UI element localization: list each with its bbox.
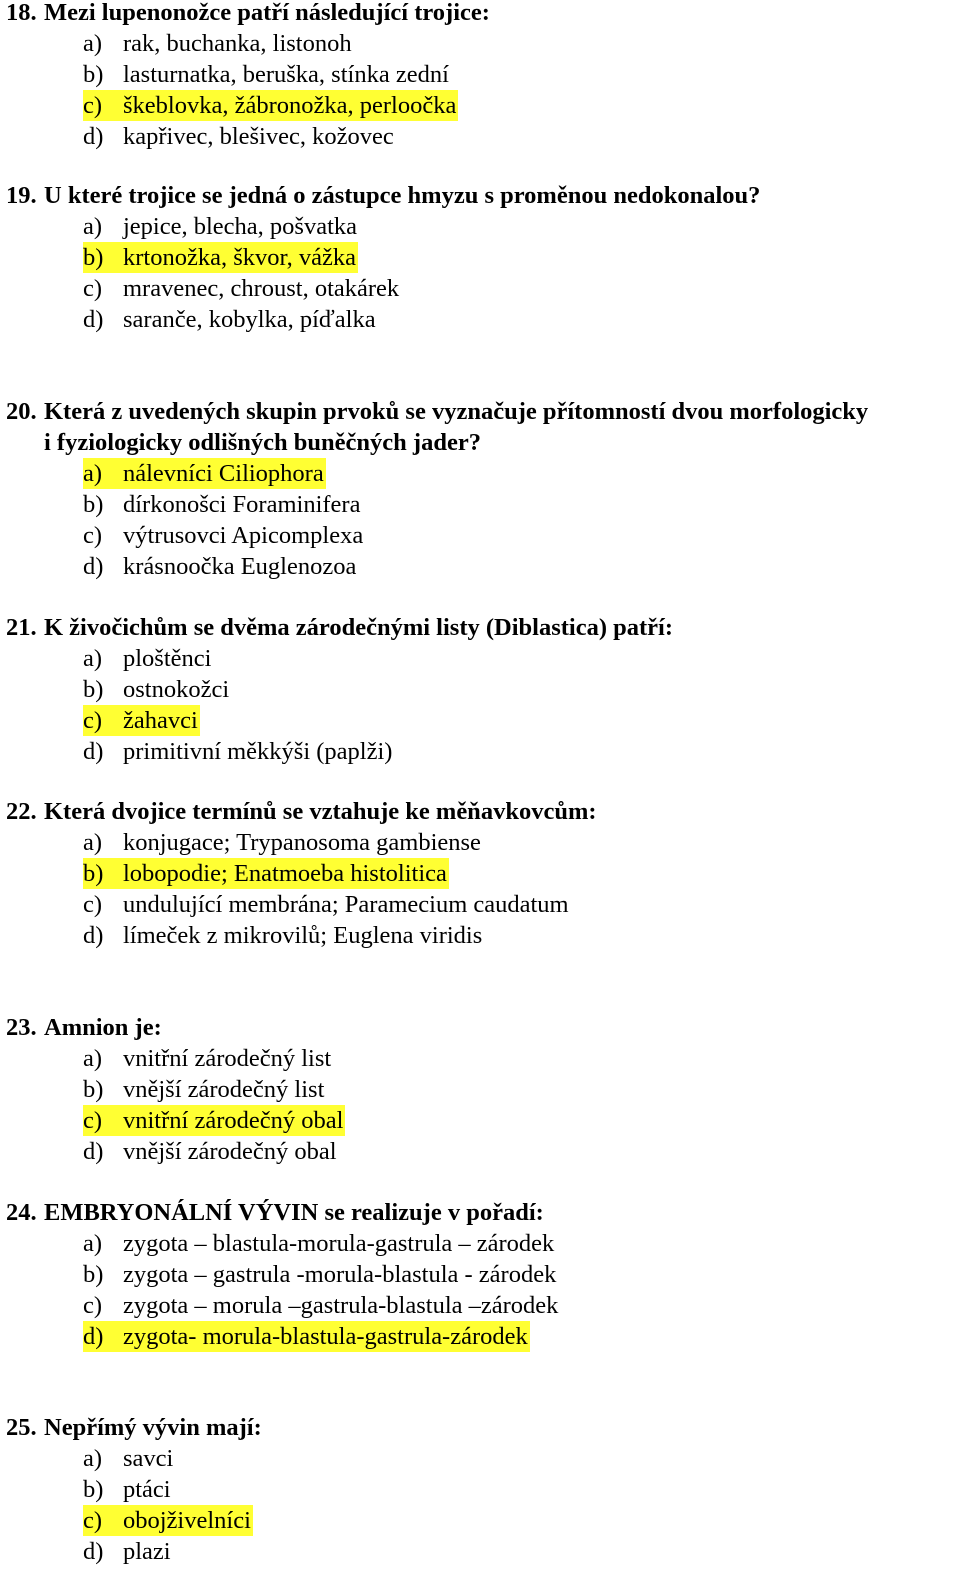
options-list — [0, 1043, 960, 1167]
option-letter: d) — [83, 738, 104, 765]
option-text: konjugace; Trypanosoma gambiense — [123, 829, 481, 856]
option-letter: b) — [83, 860, 104, 887]
question-text: Která z uvedených skupin prvoků se vyznačuje přítomností dvou morfologicky — [44, 398, 869, 425]
option-b[interactable] — [83, 59, 960, 90]
question-number: 24. — [6, 1199, 37, 1226]
question-23 — [0, 1012, 960, 1167]
option-c[interactable] — [83, 1290, 960, 1321]
option-letter: d) — [83, 1138, 104, 1165]
option-a[interactable] — [83, 1043, 960, 1074]
option-letter: c) — [83, 1107, 103, 1134]
option-text: obojživelníci — [123, 1507, 251, 1534]
question-number: 19. — [6, 182, 37, 209]
options-list — [0, 458, 960, 582]
question-18 — [0, 0, 960, 152]
question-21 — [0, 612, 960, 767]
options-list — [0, 28, 960, 152]
option-a[interactable] — [83, 643, 960, 674]
option-letter: c) — [83, 92, 103, 119]
option-text: krásnoočka Euglenozoa — [123, 553, 357, 580]
option-c[interactable] — [83, 273, 960, 304]
option-d[interactable] — [83, 920, 960, 951]
option-text: zygota – morula –gastrula-blastula –zárodek — [123, 1292, 559, 1319]
option-text: dírkonošci Foraminifera — [123, 491, 361, 518]
option-text: krtonožka, škvor, vážka — [123, 244, 357, 271]
options-list — [0, 1228, 960, 1352]
option-text: primitivní měkkýši (paplži) — [123, 738, 393, 765]
option-text: mravenec, chroust, otakárek — [123, 275, 400, 302]
question-title — [0, 1012, 960, 1043]
question-text: Mezi lupenonožce patří následující trojice: — [44, 0, 490, 26]
option-d[interactable] — [83, 1321, 960, 1352]
options-list — [0, 827, 960, 951]
option-text: nálevníci Ciliophora — [123, 460, 324, 487]
option-letter: a) — [83, 1045, 103, 1072]
question-title — [0, 1412, 960, 1443]
question-title — [0, 796, 960, 827]
question-number: 18. — [6, 0, 37, 26]
question-22 — [0, 796, 960, 951]
option-text: výtrusovci Apicomplexa — [123, 522, 364, 549]
option-c[interactable] — [83, 889, 960, 920]
option-letter: c) — [83, 522, 103, 549]
option-letter: b) — [83, 1261, 104, 1288]
option-text: ostnokožci — [123, 676, 230, 703]
option-text: lasturnatka, beruška, stínka zední — [123, 61, 449, 88]
option-text: límeček z mikrovilů; Euglena viridis — [123, 922, 483, 949]
option-letter: b) — [83, 491, 104, 518]
option-letter: a) — [83, 213, 103, 240]
option-d[interactable] — [83, 1536, 960, 1567]
option-letter: d) — [83, 123, 104, 150]
option-letter: b) — [83, 1476, 104, 1503]
option-letter: a) — [83, 460, 103, 487]
option-d[interactable] — [83, 1136, 960, 1167]
option-b[interactable] — [83, 1074, 960, 1105]
option-text: lobopodie; Enatmoeba histolitica — [123, 860, 447, 887]
question-text-line2: i fyziologicky odlišných buněčných jader? — [44, 429, 481, 456]
options-list — [0, 643, 960, 767]
option-b[interactable] — [83, 1259, 960, 1290]
question-title — [0, 0, 960, 28]
option-letter: a) — [83, 1445, 103, 1472]
option-text: zygota – blastula-morula-gastrula – zárodek — [123, 1230, 555, 1257]
option-text: rak, buchanka, listonoh — [123, 30, 352, 57]
option-text: vnitřní zárodečný obal — [123, 1107, 344, 1134]
option-text: ptáci — [123, 1476, 171, 1503]
question-number: 20. — [6, 398, 37, 425]
question-text: U které trojice se jedná o zástupce hmyzu s proměnou nedokonalou? — [44, 182, 761, 209]
option-a[interactable] — [83, 827, 960, 858]
option-text: kapřivec, blešivec, kožovec — [123, 123, 394, 150]
option-c[interactable] — [83, 1505, 960, 1536]
option-a[interactable] — [83, 1228, 960, 1259]
option-text: vnitřní zárodečný list — [123, 1045, 332, 1072]
option-text: škeblovka, žábronožka, perloočka — [123, 92, 457, 119]
option-letter: c) — [83, 1292, 103, 1319]
option-b[interactable] — [83, 674, 960, 705]
option-d[interactable] — [83, 551, 960, 582]
question-text: K živočichům se dvěma zárodečnými listy (Diblastica) patří: — [44, 614, 673, 641]
option-text: savci — [123, 1445, 174, 1472]
option-b[interactable] — [83, 489, 960, 520]
option-letter: d) — [83, 306, 104, 333]
option-text: undulující membrána; Paramecium caudatum — [123, 891, 569, 918]
question-text: Nepřímý vývin mají: — [44, 1414, 262, 1441]
question-number: 25. — [6, 1414, 37, 1441]
question-24 — [0, 1197, 960, 1352]
option-text: zygota – gastrula -morula-blastula - zárodek — [123, 1261, 557, 1288]
question-title — [0, 180, 960, 211]
option-letter: c) — [83, 275, 103, 302]
option-text: ploštěnci — [123, 645, 212, 672]
option-letter: a) — [83, 829, 103, 856]
option-letter: a) — [83, 1230, 103, 1257]
option-text: jepice, blecha, pošvatka — [123, 213, 358, 240]
question-number: 21. — [6, 614, 37, 641]
option-letter: d) — [83, 553, 104, 580]
option-letter: d) — [83, 1323, 104, 1350]
question-title — [0, 396, 960, 458]
option-b[interactable] — [83, 242, 960, 273]
option-letter: a) — [83, 30, 103, 57]
option-d[interactable] — [83, 736, 960, 767]
option-b[interactable] — [83, 858, 960, 889]
option-letter: b) — [83, 1076, 104, 1103]
option-text: vnější zárodečný obal — [123, 1138, 337, 1165]
options-list — [0, 211, 960, 335]
option-text: vnější zárodečný list — [123, 1076, 325, 1103]
option-letter: b) — [83, 61, 104, 88]
option-d[interactable] — [83, 121, 960, 152]
option-text: žahavci — [123, 707, 198, 734]
question-text: Amnion je: — [44, 1014, 162, 1041]
option-a[interactable] — [83, 28, 960, 59]
question-title — [0, 1197, 960, 1228]
option-c[interactable] — [83, 1105, 960, 1136]
option-letter: b) — [83, 244, 104, 271]
option-letter: a) — [83, 645, 103, 672]
question-25 — [0, 1412, 960, 1567]
option-d[interactable] — [83, 304, 960, 335]
option-letter: d) — [83, 922, 104, 949]
option-letter: b) — [83, 676, 104, 703]
option-letter: d) — [83, 1538, 104, 1565]
question-text: Která dvojice termínů se vztahuje ke měňavkovcům: — [44, 798, 597, 825]
option-letter: c) — [83, 707, 103, 734]
question-19 — [0, 180, 960, 335]
option-a[interactable] — [83, 211, 960, 242]
option-c[interactable] — [83, 90, 960, 121]
option-c[interactable] — [83, 705, 960, 736]
question-title — [0, 612, 960, 643]
question-text: EMBRYONÁLNÍ VÝVIN se realizuje v pořadí: — [44, 1199, 544, 1226]
option-text: plazi — [123, 1538, 171, 1565]
question-20 — [0, 396, 960, 582]
option-text: saranče, kobylka, píďalka — [123, 306, 376, 333]
option-c[interactable] — [83, 520, 960, 551]
question-number: 23. — [6, 1014, 37, 1041]
option-text: zygota- morula-blastula-gastrula-zárodek — [123, 1323, 528, 1350]
option-a[interactable] — [83, 458, 960, 489]
options-list — [0, 1443, 960, 1567]
option-b[interactable] — [83, 1474, 960, 1505]
option-letter: c) — [83, 1507, 103, 1534]
question-number: 22. — [6, 798, 37, 825]
option-a[interactable] — [83, 1443, 960, 1474]
option-letter: c) — [83, 891, 103, 918]
